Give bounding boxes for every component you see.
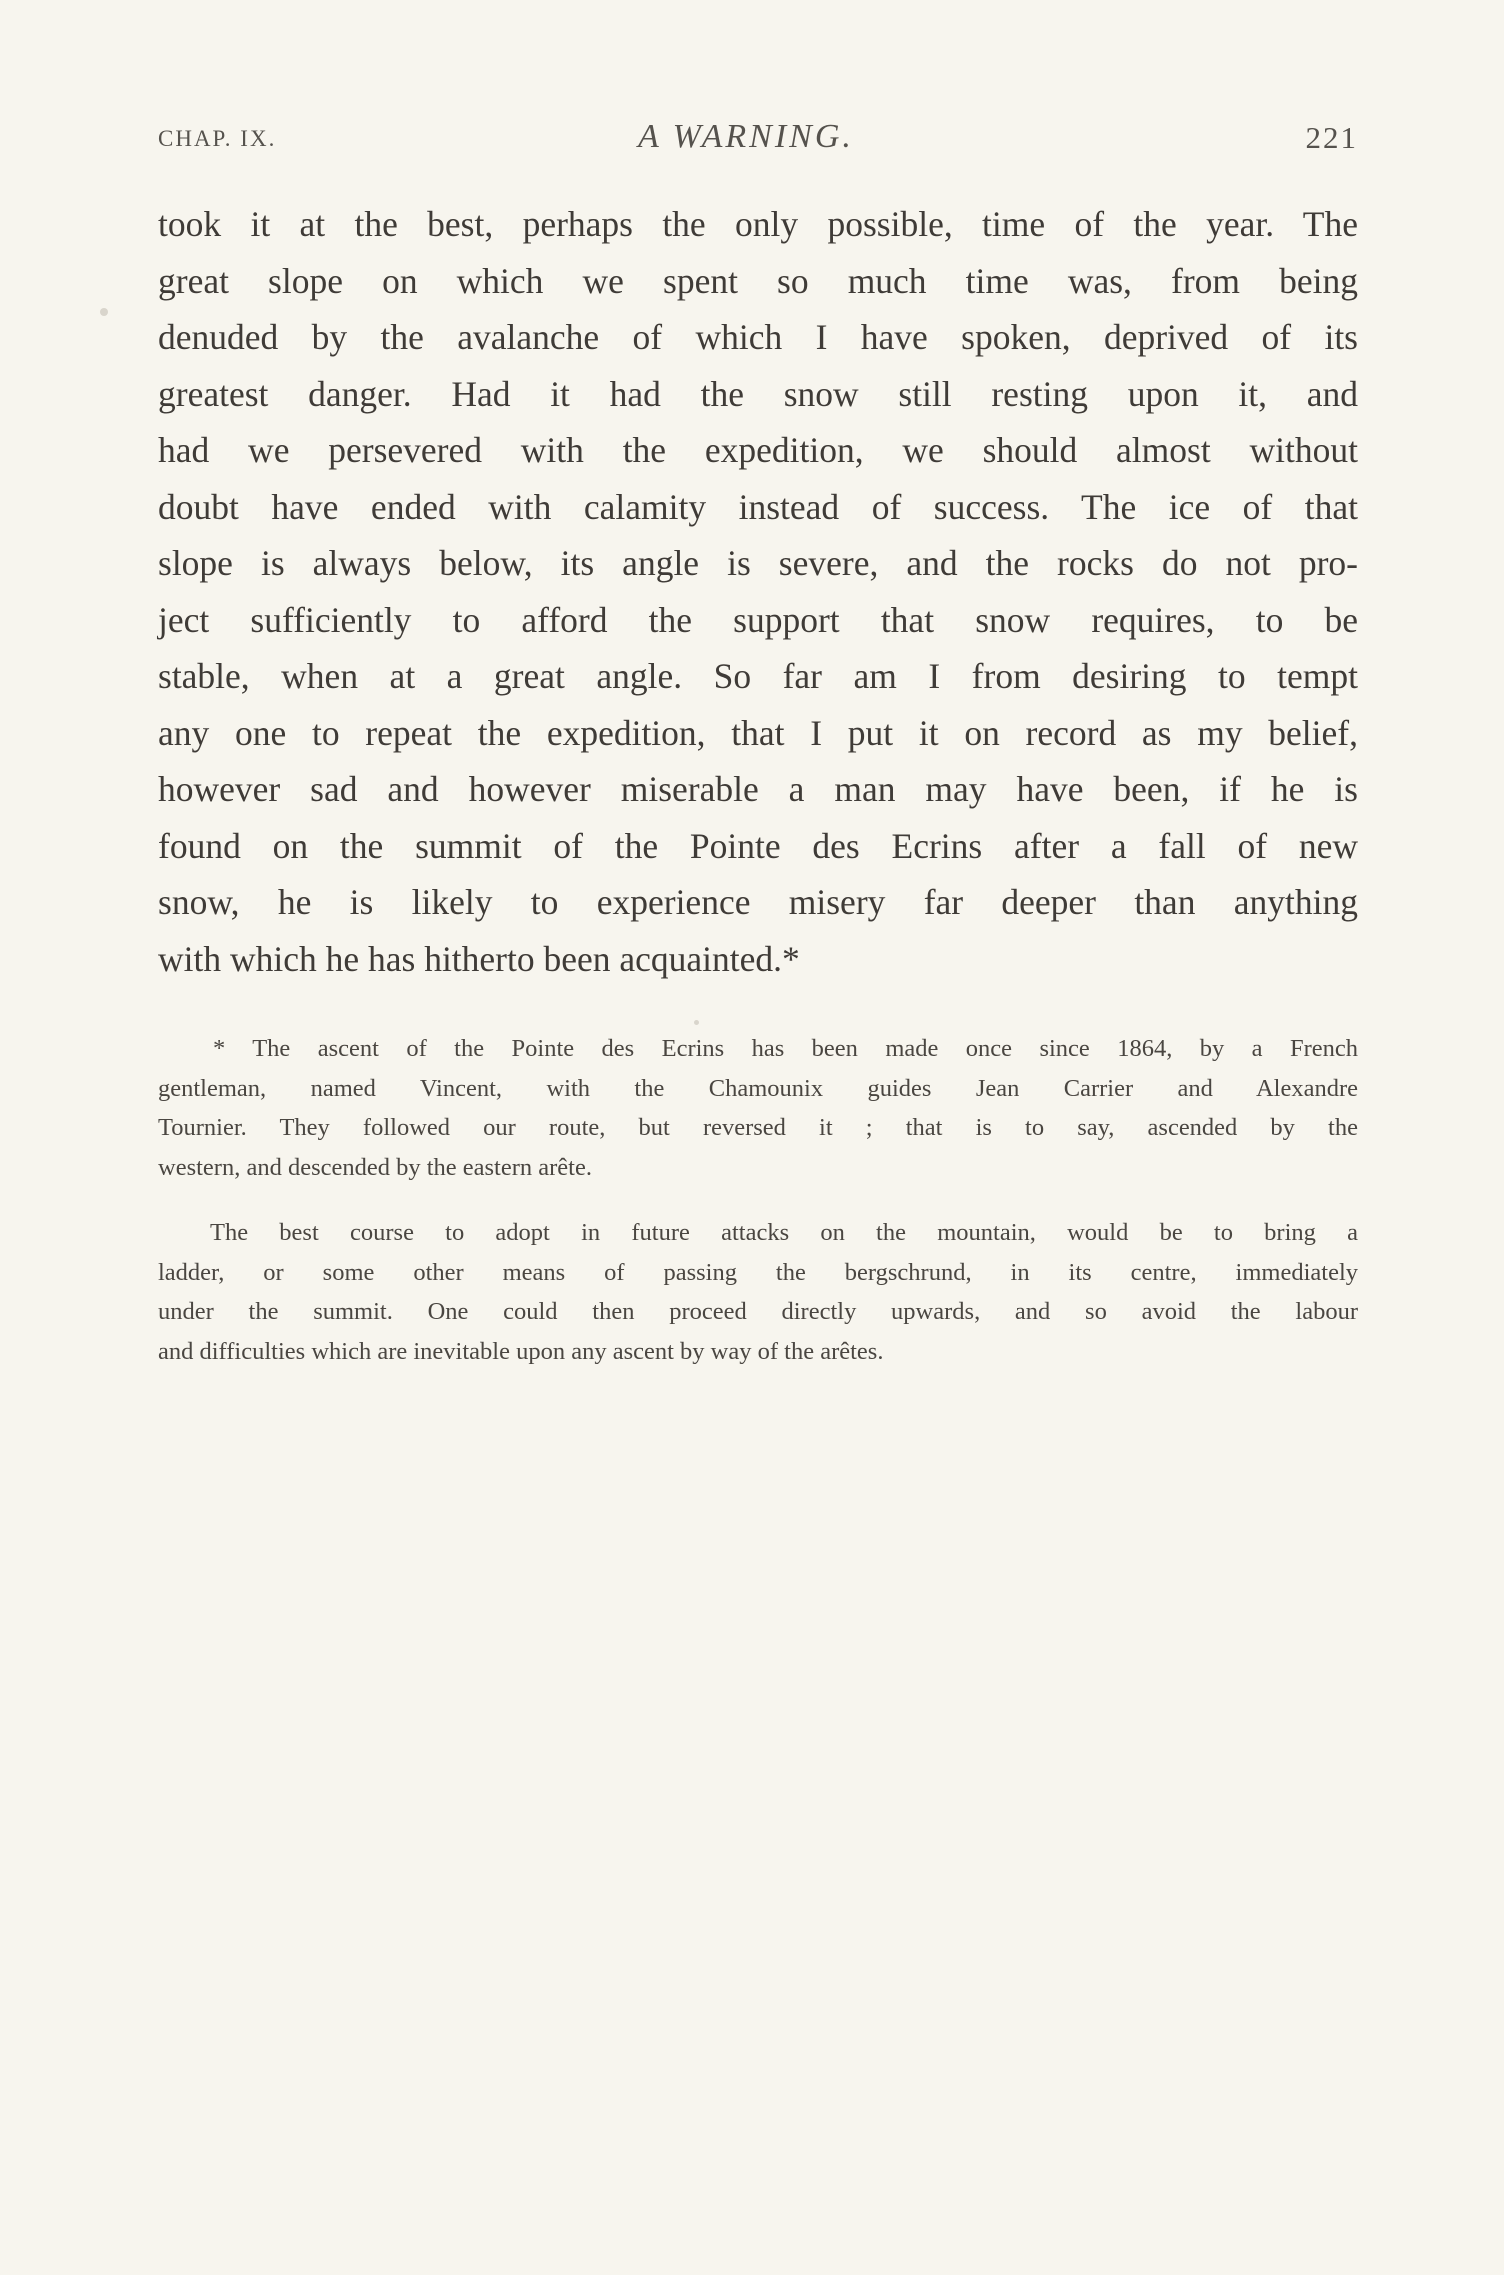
body-line: stable, when at a great angle. So far am I from desiring to tempt bbox=[158, 656, 1358, 696]
body-line: took it at the best, perhaps the only possible, time of the year. The bbox=[158, 204, 1358, 244]
body-line: ject sufficiently to afford the support that snow requires, to be bbox=[158, 599, 1358, 640]
body-line: doubt have ended with calamity instead of success. The ice of that bbox=[158, 486, 1358, 527]
footnote-line: western, and descended by the eastern arête. bbox=[158, 1153, 592, 1181]
paper-speck bbox=[100, 308, 108, 316]
page-title: A WARNING. bbox=[638, 118, 854, 155]
footnote-2 bbox=[158, 1213, 1358, 1371]
footnote-line: under the summit. One could then proceed directly upwards, and so avoid the labour bbox=[158, 1298, 1358, 1325]
footnote-line: Tournier. They followed our route, but reversed it ; that is to say, ascended by the bbox=[158, 1114, 1358, 1141]
running-head bbox=[158, 118, 1358, 158]
body-line: snow, he is likely to experience misery far deeper than anything bbox=[158, 882, 1358, 922]
body-line: with which he has hitherto been acquainted.* bbox=[158, 938, 800, 979]
body-line: however sad and however miserable a man may have been, if he is bbox=[158, 769, 1358, 809]
paper-speck bbox=[694, 1020, 699, 1025]
body-paragraph bbox=[158, 196, 1358, 987]
footnote-line: ladder, or some other means of passing the bergschrund, in its centre, immediately bbox=[158, 1258, 1358, 1286]
body-line: had we persevered with the expedition, we should almost without bbox=[158, 430, 1358, 470]
footnote-line: * The ascent of the Pointe des Ecrins has been made once since 1864, by a French bbox=[213, 1035, 1358, 1062]
chapter-label: CHAP. IX. bbox=[158, 126, 277, 151]
footnote-1 bbox=[158, 1029, 1358, 1187]
footnote-line: gentleman, named Vincent, with the Chamounix guides Jean Carrier and Alexandre bbox=[158, 1074, 1358, 1102]
body-line: slope is always below, its angle is severe, and the rocks do not pro- bbox=[158, 543, 1358, 583]
body-line: greatest danger. Had it had the snow still resting upon it, and bbox=[158, 373, 1358, 414]
body-line: found on the summit of the Pointe des Ecrins after a fall of new bbox=[158, 825, 1358, 866]
body-line: denuded by the avalanche of which I have spoken, deprived of its bbox=[158, 317, 1358, 357]
body-line: great slope on which we spent so much time was, from being bbox=[158, 260, 1358, 301]
body-line: any one to repeat the expedition, that I put it on record as my belief, bbox=[158, 712, 1358, 753]
page-number: 221 bbox=[1305, 120, 1358, 155]
footnote-line: and difficulties which are inevitable upon any ascent by way of the arêtes. bbox=[158, 1337, 884, 1365]
footnote-line: The best course to adopt in future attacks on the mountain, would be to bring a bbox=[210, 1219, 1358, 1246]
